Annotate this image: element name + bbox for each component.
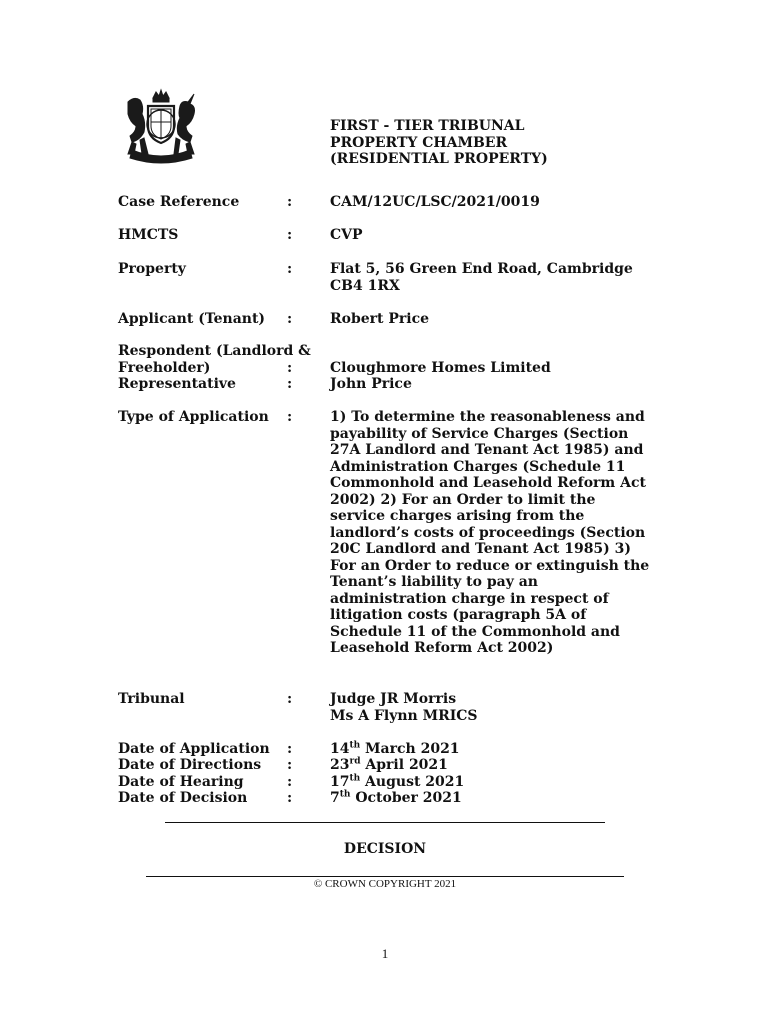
tribunal-header [330, 118, 548, 168]
representative-label: Representative [118, 376, 236, 392]
separator-colon: : [287, 409, 293, 425]
tribunal-member-2: Ms A Flynn MRICS [330, 708, 478, 724]
date-of-application-label: Date of Application [118, 741, 270, 757]
date-of-application-value: 14th March 2021 [330, 740, 460, 757]
divider-line [165, 822, 605, 823]
page-number: 1 [381, 946, 389, 961]
date-of-decision-value: 7th October 2021 [330, 789, 462, 806]
property-value: Flat 5, 56 Green End Road, Cambridge CB4 1RX [330, 261, 633, 294]
date-of-hearing-label: Date of Hearing [118, 774, 244, 790]
separator-colon: : [287, 691, 293, 707]
representative-value: John Price [330, 376, 412, 392]
date-of-decision-label: Date of Decision [118, 790, 248, 806]
case-reference-value: CAM/12UC/LSC/2021/0019 [330, 194, 540, 210]
applicant-value: Robert Price [330, 311, 430, 327]
crown-copyright: © CROWN COPYRIGHT 2021 [313, 878, 457, 890]
hmcts-label: HMCTS [118, 227, 179, 243]
separator-colon: : [287, 376, 293, 392]
header-line-2: PROPERTY CHAMBER [330, 134, 508, 151]
applicant-label: Applicant (Tenant) [118, 311, 266, 327]
date-of-directions-label: Date of Directions [118, 757, 262, 773]
respondent-label-line-2: Freeholder) [118, 360, 211, 376]
hmcts-value: CVP [330, 227, 363, 243]
royal-coat-of-arms-icon [118, 88, 204, 164]
divider-line [146, 876, 624, 877]
respondent-label-line-1: Respondent (Landlord & [118, 343, 311, 359]
separator-colon: : [287, 360, 293, 376]
date-of-directions-value: 23rd April 2021 [330, 756, 448, 773]
tribunal-label: Tribunal [118, 691, 185, 707]
separator-colon: : [287, 757, 293, 773]
respondent-value: Cloughmore Homes Limited [330, 360, 551, 376]
date-of-hearing-value: 17th August 2021 [330, 773, 465, 790]
separator-colon: : [287, 311, 293, 327]
header-line-3: (RESIDENTIAL PROPERTY) [330, 151, 548, 167]
separator-colon: : [287, 194, 293, 210]
application-type-label: Type of Application [118, 409, 269, 425]
decision-title: DECISION [343, 841, 427, 857]
property-label: Property [118, 261, 186, 277]
separator-colon: : [287, 741, 293, 757]
case-reference-label: Case Reference [118, 194, 240, 210]
header-line-1: FIRST - TIER TRIBUNAL [330, 118, 525, 134]
separator-colon: : [287, 261, 293, 277]
tribunal-member-1: Judge JR Morris [330, 691, 457, 707]
application-type-value: 1) To determine the reasonableness and payability of Service Charges (Section 27A Landlord and Tenant Act 1985) and Administration Charges (Schedule 11 Commonhold and Leasehold Reform Act 2002) 2) For an Order to limit the service charges arising from the landlord’s costs of proceedings (Section 20C Landlord and Tenant Act 1985) 3) For an Order to reduce or extinguish the Tenant’s liability to pay an administration charge in respect of litigation costs (paragraph 5A of Schedule 11 of the Commonhold and Leasehold Reform Act 2002) [330, 409, 650, 656]
separator-colon: : [287, 227, 293, 243]
separator-colon: : [287, 790, 293, 806]
separator-colon: : [287, 774, 293, 790]
